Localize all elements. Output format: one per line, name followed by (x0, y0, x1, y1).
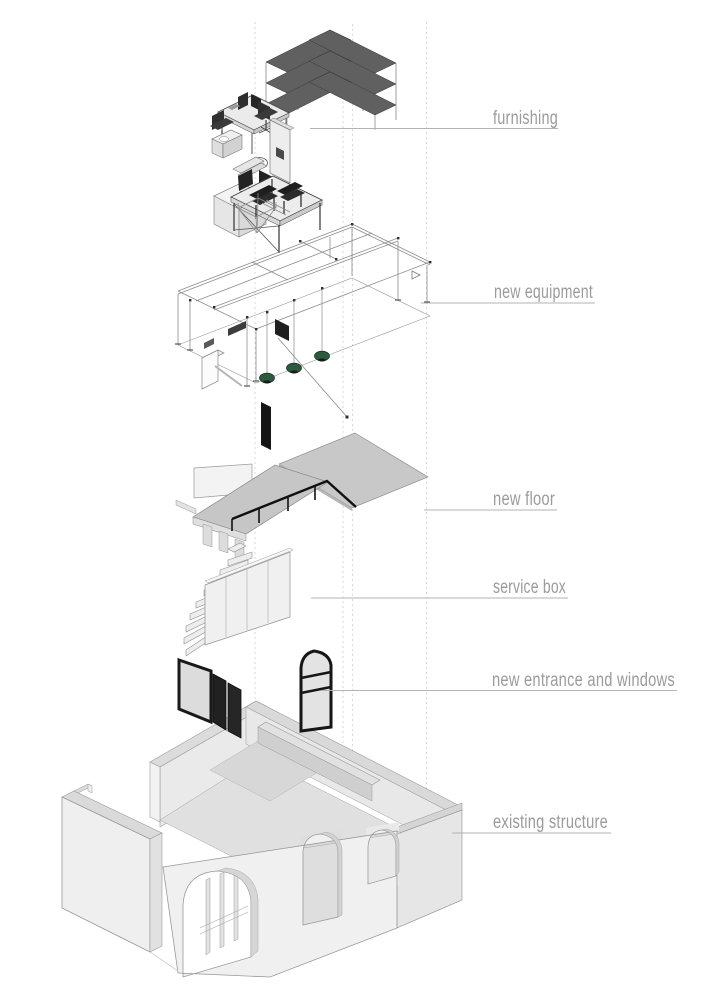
side-beam (176, 500, 196, 514)
label-existing-structure: existing structure (493, 812, 608, 833)
tall-dark-panel (261, 402, 271, 450)
connector-arrow (412, 271, 420, 279)
entrance-dark-panel (228, 683, 241, 738)
upper-frame-beams (178, 224, 430, 329)
entrance-glass-door (179, 660, 211, 722)
furnishing-group (210, 92, 322, 253)
service-wall-panel (270, 118, 294, 183)
new-floor-group (176, 433, 428, 560)
stair-stringer (215, 366, 242, 386)
label-new-floor: new floor (493, 489, 556, 510)
existing-structure-group (62, 701, 462, 977)
service-box-group (184, 543, 293, 656)
diagonal-brace (278, 338, 347, 417)
front-wall (163, 830, 397, 977)
dark-unit (228, 321, 246, 336)
new-equipment-frame (175, 193, 431, 450)
entrance-dark-panel (213, 674, 226, 730)
label-new-equipment: new equipment (494, 282, 594, 303)
washbasin-unit (212, 130, 242, 158)
left-detached-wall (62, 784, 162, 952)
service-box-panels (205, 548, 293, 645)
label-furnishing: furnishing (493, 108, 558, 129)
label-service-box: service box (493, 577, 567, 598)
labels (492, 108, 675, 833)
pendant-lamps (260, 288, 330, 384)
label-new-entrance-and-windows: new entrance and windows (492, 670, 675, 691)
small-unit (204, 338, 214, 349)
radiator-panel (275, 319, 289, 341)
shelving-shelves (266, 30, 396, 115)
